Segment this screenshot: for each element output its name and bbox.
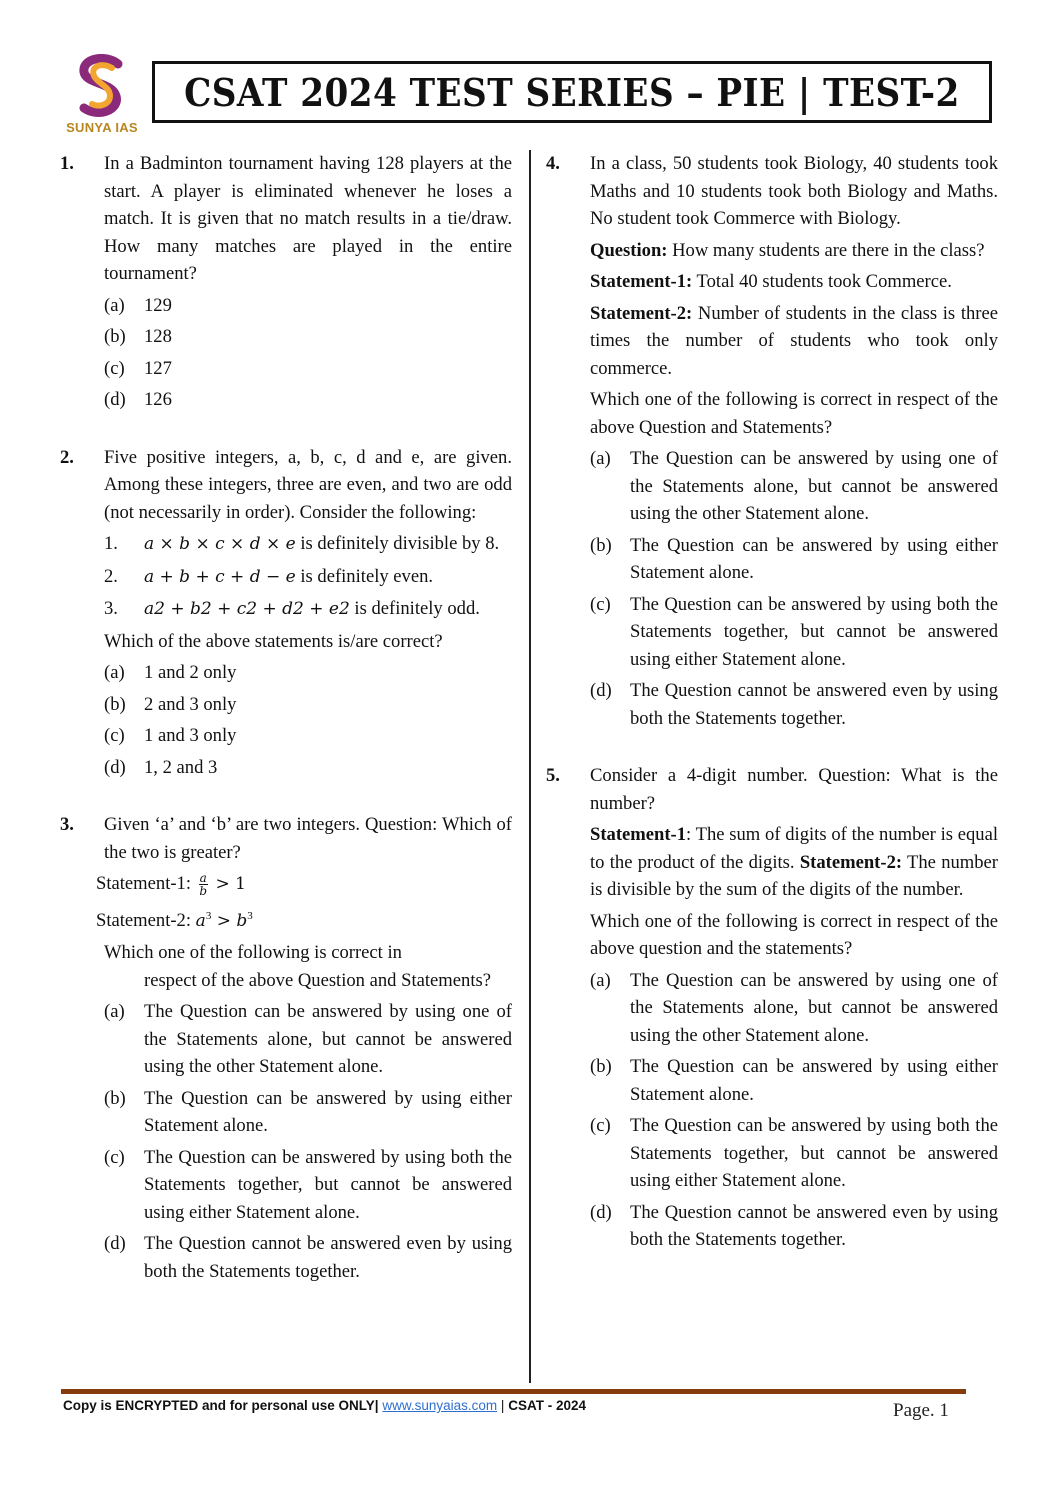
option-a[interactable] <box>590 967 998 1050</box>
question-label: Question: <box>590 239 668 261</box>
option-label: (a) <box>104 662 125 683</box>
math-a: a <box>195 910 206 931</box>
math-b: b <box>236 910 248 931</box>
option-text: The Question can be answered by using one of the Statements alone, but cannot be answered using the other Statement alone. <box>144 1001 512 1078</box>
option-text: The Question can be answered by using either Statement alone. <box>144 1087 512 1137</box>
option-label: (b) <box>104 326 126 347</box>
option-c[interactable] <box>104 722 512 750</box>
option-a[interactable] <box>104 998 512 1081</box>
option-text: 1 and 2 only <box>144 662 237 683</box>
page-title-box <box>152 61 992 123</box>
option-text: The Question can be answered by using one of the Statements alone, but cannot be answered using the other Statement alone. <box>630 448 998 524</box>
option-d[interactable] <box>590 677 998 732</box>
statement-2 <box>96 903 512 936</box>
statement-text: Total 40 students took Commerce. <box>692 271 952 292</box>
question-prompt-rest: respect of the above Question and Statements? <box>144 969 491 991</box>
statement-label: 3. <box>104 598 118 619</box>
question-text: In a Badminton tournament having 128 players at the start. A player is eliminated whenever he loses a match. It is given that no match results in a tie/draw. How many matches are played in the entire tournament? <box>104 153 512 284</box>
option-text: The Question can be answered by using both the Statements together, but cannot be answered using either Statement alone. <box>630 593 998 670</box>
option-text: 126 <box>144 389 172 410</box>
statement-1 <box>590 268 998 296</box>
statement-label: Statement-2: <box>590 302 693 324</box>
question-number: 5. <box>546 765 560 786</box>
page-number: Page. 1 <box>893 1400 949 1421</box>
option-b[interactable] <box>104 691 512 719</box>
statement-label: 2. <box>104 565 118 587</box>
option-label: (d) <box>104 389 126 410</box>
statement-text: is definitely odd. <box>349 598 480 619</box>
statement-label: 1. <box>104 533 118 554</box>
statement-2 <box>104 563 512 592</box>
statement-label: Statement-1: <box>590 271 693 292</box>
statement-2-text: The number is divisible by the sum of the digits of the number. <box>590 851 998 900</box>
option-text: 2 and 3 only <box>144 693 237 715</box>
option-c[interactable] <box>104 355 512 383</box>
option-label: (c) <box>104 1146 125 1168</box>
question-text: Given ‘a’ and ‘b’ are two integers. Question: Which of the two is greater? <box>104 814 512 863</box>
footer-notice <box>63 1398 586 1413</box>
option-a[interactable] <box>104 659 512 687</box>
exponent: 3 <box>205 909 212 922</box>
question-2 <box>60 444 512 782</box>
statement-1 <box>96 870 512 899</box>
question-text: Five positive integers, a, b, c, d and e, are given. Among these integers, three are even, and two are odd (not necessarily in order). Consider the following: <box>104 446 512 523</box>
option-d[interactable] <box>104 386 512 414</box>
statement-2 <box>590 300 998 383</box>
statement-math: a × b × c × d × e <box>144 534 296 554</box>
option-label: (c) <box>104 357 125 379</box>
statement-1-text: : The sum of digits of the number is equal to the product of the digits. <box>590 824 998 873</box>
option-label: (a) <box>104 1001 125 1023</box>
option-label: (b) <box>590 1056 612 1077</box>
option-d[interactable] <box>104 1230 512 1285</box>
option-label: (d) <box>590 680 612 701</box>
statement-text: is definitely even. <box>295 565 434 587</box>
question-line <box>590 237 998 265</box>
footer-exam: CSAT - 2024 <box>508 1398 586 1413</box>
question-number: 4. <box>546 153 560 174</box>
option-text: 129 <box>144 294 172 316</box>
question-1 <box>60 150 512 414</box>
option-b[interactable] <box>590 1053 998 1108</box>
option-b[interactable] <box>104 1085 512 1140</box>
exponent: 3 <box>247 909 253 922</box>
option-text: The Question cannot be answered even by using both the Statements together. <box>144 1233 512 1282</box>
question-prompt: Which one of the following is correct in respect of the above Question and Statements? <box>590 389 998 438</box>
logo-text: SUNYA IAS <box>66 120 138 135</box>
option-label: (c) <box>590 593 611 615</box>
logo-s-icon <box>72 54 132 118</box>
option-label: (b) <box>104 1087 126 1109</box>
math-op: > <box>211 910 237 931</box>
option-b[interactable] <box>590 532 998 587</box>
question-text: In a class, 50 students took Biology, 40 students took Maths and 10 students took both Biology and Maths. No student took Commerce with Biology. <box>590 153 998 229</box>
question-number: 2. <box>60 446 74 468</box>
option-label: (b) <box>104 693 126 715</box>
option-text: 1, 2 and 3 <box>144 756 218 778</box>
question-prompt-first: Which one of the following is correct in <box>104 942 402 964</box>
option-label: (d) <box>104 756 126 778</box>
left-column <box>60 150 512 1289</box>
option-text: 127 <box>144 357 172 379</box>
option-text: The Question can be answered by using either Statement alone. <box>630 1056 998 1105</box>
page-title: CSAT 2024 TEST SERIES – PIE | TEST-2 <box>184 69 960 115</box>
option-b[interactable] <box>104 323 512 351</box>
option-c[interactable] <box>590 591 998 674</box>
sunya-ias-logo <box>62 54 142 140</box>
statement-math: > 1 <box>215 874 246 894</box>
option-a[interactable] <box>104 292 512 320</box>
footer-separator: | <box>500 1398 505 1413</box>
option-label: (b) <box>590 534 612 556</box>
option-label: (a) <box>104 294 125 316</box>
option-text: 128 <box>144 326 172 347</box>
option-label: (c) <box>590 1115 611 1136</box>
column-divider <box>529 150 531 1383</box>
statement-label: Statement-1: <box>96 873 192 894</box>
question-text: Consider a 4-digit number. Question: What is the number? <box>590 765 998 814</box>
fraction-numerator: a <box>199 871 207 886</box>
statement-2-label: Statement-2: <box>799 851 903 873</box>
statement-math: a + b + c + d − e <box>144 566 296 587</box>
statement-text: Number of students in the class is three times the number of students who took only commerce. <box>590 302 998 379</box>
option-label: (a) <box>590 448 611 469</box>
option-c[interactable] <box>104 1144 512 1227</box>
option-a[interactable] <box>590 445 998 528</box>
option-d[interactable] <box>104 754 512 782</box>
option-text: The Question can be answered by using both the Statements together, but cannot be answered using either Statement alone. <box>144 1146 512 1223</box>
option-text: The Question can be answered by using both the Statements together, but cannot be answered using either Statement alone. <box>630 1115 998 1191</box>
footer-rule <box>61 1389 966 1394</box>
statement-3 <box>104 595 512 624</box>
option-label: (c) <box>104 725 125 746</box>
statement-1-label: Statement-1 <box>590 824 687 845</box>
option-text: The Question can be answered by using one of the Statements alone, but cannot be answered using the other Statement alone. <box>630 969 998 1046</box>
statement-label: Statement-2: <box>96 909 192 931</box>
option-label: (a) <box>590 969 611 991</box>
option-text: 1 and 3 only <box>144 725 237 746</box>
question-prompt: Which of the above statements is/are correct? <box>104 630 443 652</box>
question-4 <box>546 150 998 732</box>
option-label: (d) <box>104 1233 126 1255</box>
option-d[interactable] <box>590 1199 998 1254</box>
statement-text: is definitely divisible by 8. <box>295 533 500 554</box>
question-number: 3. <box>60 814 74 835</box>
question-prompt: Which one of the following is correct in respect of the above question and the statements? <box>590 910 998 959</box>
option-c[interactable] <box>590 1112 998 1195</box>
statement-math: a2 + b2 + c2 + d2 + e2 <box>144 599 350 619</box>
option-text: The Question cannot be answered even by using both the Statements together. <box>630 1201 998 1250</box>
right-column <box>546 150 998 1258</box>
question-3 <box>60 811 512 1285</box>
question-number: 1. <box>60 153 74 174</box>
fraction <box>199 872 208 897</box>
option-label: (d) <box>590 1201 612 1223</box>
statements <box>590 821 998 904</box>
option-text: The Question cannot be answered even by using both the Statements together. <box>630 680 998 729</box>
option-text: The Question can be answered by using either Statement alone. <box>630 534 998 583</box>
statement-1 <box>104 530 512 559</box>
question-5 <box>546 762 998 1254</box>
question-line-text: How many students are there in the class? <box>667 239 985 261</box>
fraction-denominator: b <box>199 884 208 899</box>
footer-notice-text: Copy is ENCRYPTED and for personal use ONLY| <box>63 1398 379 1413</box>
footer-website-link[interactable]: www.sunyaias.com <box>382 1398 498 1413</box>
